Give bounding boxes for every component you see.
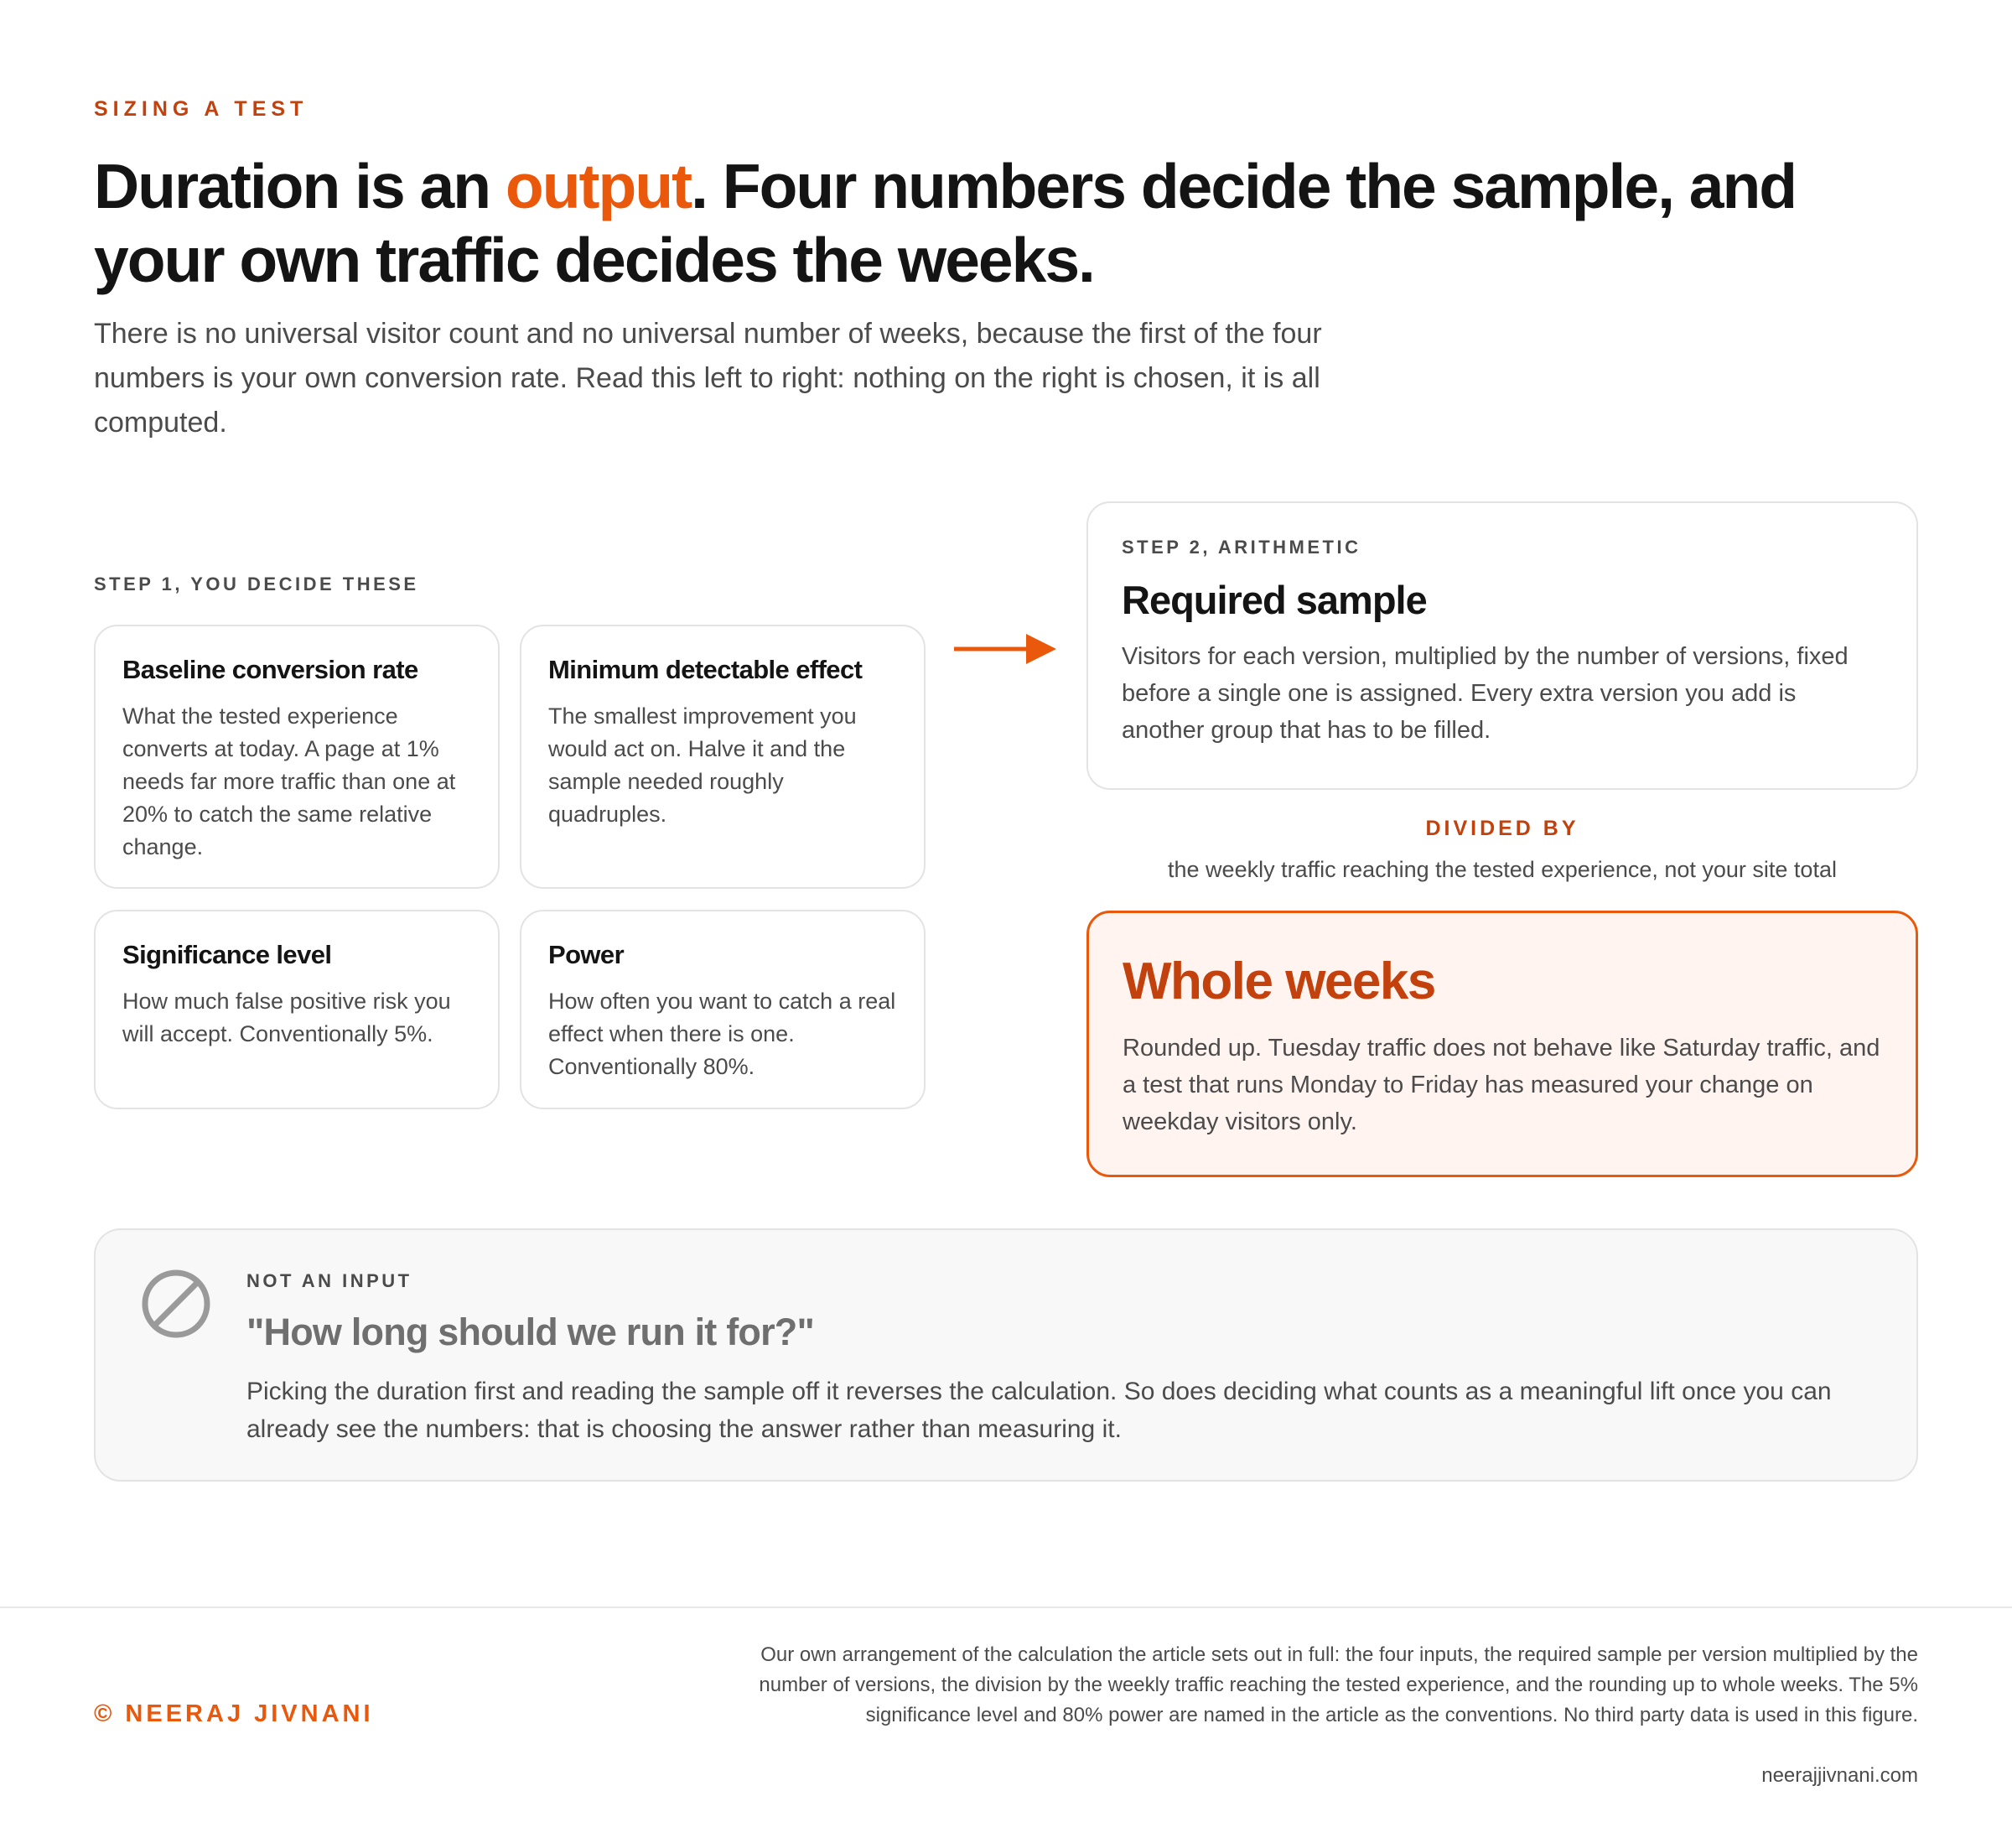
input-card-power bbox=[520, 910, 926, 1109]
input-card-title: Minimum detectable effect bbox=[548, 655, 863, 684]
footer-divider bbox=[0, 1607, 2012, 1608]
intro-text: There is no universal visitor count and no universal number of weeks, because the first of the four numbers is your own conversion rate. Read this left to right: nothing on the right is chosen, it is all computed. bbox=[94, 318, 1322, 439]
required-sample-card bbox=[1086, 501, 1918, 790]
input-card-body: How often you want to catch a real effect when there is one. Conventionally 80%. bbox=[548, 989, 896, 1079]
prohibited-icon bbox=[139, 1267, 213, 1341]
divided-by-note: the weekly traffic reaching the tested experience, not your site total bbox=[1168, 857, 1837, 882]
input-card-baseline bbox=[94, 625, 500, 889]
source-note: Our own arrangement of the calculation the article sets out in full: the four inputs, the required sample per version multiplied by the number of versions, the division by the weekly traffic reaching the tested experience, and the rounding up to whole weeks. The 5% significance level and 80% power are named in the article as the conventions. No third party data is used in this figure. bbox=[759, 1643, 1918, 1726]
headline-part-2: . Four numbers decide the sample, and your own traffic decides the weeks. bbox=[94, 151, 1797, 295]
input-card-mde bbox=[520, 625, 926, 889]
input-card-body: The smallest improvement you would act on. Halve it and the sample needed roughly quadruples. bbox=[548, 703, 857, 827]
input-card-body: How much false positive risk you will accept. Conventionally 5%. bbox=[122, 989, 451, 1046]
headline-part-1: Duration is an bbox=[94, 151, 506, 221]
not-an-input-body: Picking the duration first and reading the sample off it reverses the calculation. So does deciding what counts as a meaningful lift once you can already see the numbers: that is choosing the answer rather than measuring it. bbox=[246, 1378, 1832, 1443]
input-card-title: Significance level bbox=[122, 940, 332, 969]
required-sample-body: Visitors for each version, multiplied by the number of versions, fixed before a single one is assigned. Every extra version you add is another group that has to be filled. bbox=[1122, 643, 1849, 744]
input-card-title: Power bbox=[548, 940, 625, 969]
input-card-title: Baseline conversion rate bbox=[122, 655, 418, 684]
not-an-input-panel bbox=[94, 1228, 1918, 1482]
eyebrow-label: SIZING A TEST bbox=[94, 97, 309, 121]
whole-weeks-card bbox=[1086, 911, 1918, 1177]
required-sample-title: Required sample bbox=[1122, 578, 1427, 622]
copyright: © NEERAJ JIVNANI bbox=[94, 1700, 374, 1727]
not-an-input-label: NOT AN INPUT bbox=[246, 1270, 412, 1291]
whole-weeks-title: Whole weeks bbox=[1123, 953, 1435, 1010]
not-an-input-content bbox=[246, 1270, 1890, 1448]
headline bbox=[94, 149, 1938, 297]
divided-by-label: DIVIDED BY bbox=[1425, 817, 1579, 840]
not-an-input-quote: "How long should we run it for?" bbox=[246, 1311, 814, 1353]
input-card-body: What the tested experience converts at today. A page at 1% needs far more traffic than one at 20% to catch the same relative change. bbox=[122, 703, 456, 859]
input-card-significance bbox=[94, 910, 500, 1109]
step2-label: STEP 2, ARITHMETIC bbox=[1122, 537, 1361, 558]
step1-label: STEP 1, YOU DECIDE THESE bbox=[94, 574, 419, 594]
site-url: neerajjivnani.com bbox=[1761, 1764, 1918, 1787]
whole-weeks-body: Rounded up. Tuesday traffic does not behave like Saturday traffic, and a test that runs Monday to Friday has measured your change on weekday visitors only. bbox=[1123, 1035, 1880, 1135]
arrow-right-icon bbox=[954, 631, 1056, 667]
headline-accent: output bbox=[505, 151, 692, 221]
